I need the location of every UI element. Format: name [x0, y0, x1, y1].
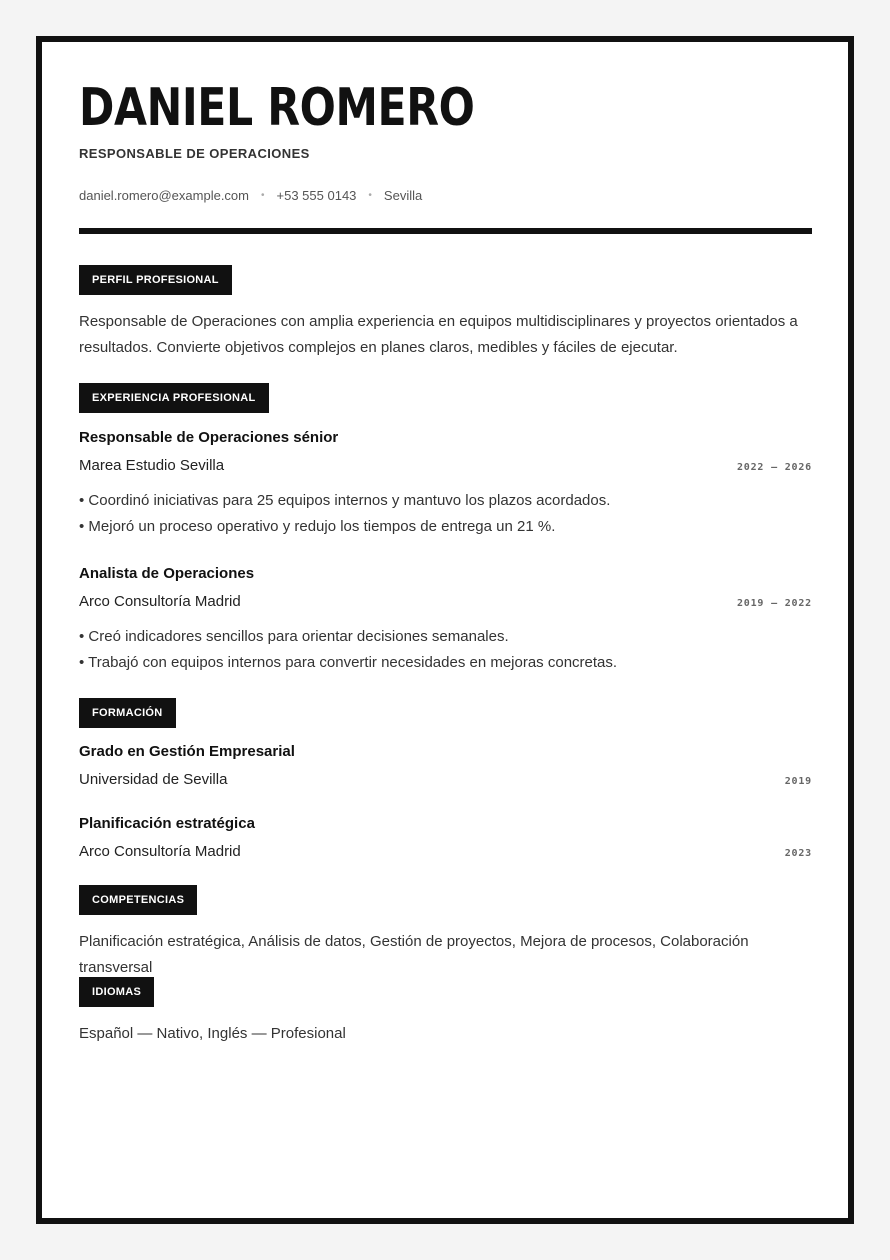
languages-text: Español — Nativo, Inglés — Profesional [79, 1025, 346, 1042]
education-institution: Arco Consultoría Madrid [79, 843, 241, 860]
job-dates: 2022 – 2026 [736, 462, 812, 473]
job-dates: 2019 – 2022 [736, 598, 812, 609]
list-item: • Trabajó con equipos internos para convertir necesidades en mejoras concretas. [79, 654, 618, 671]
candidate-role: RESPONSABLE DE OPERACIONES [79, 146, 310, 161]
list-item: • Mejoró un proceso operativo y redujo los tiempos de entrega un 21 %. [79, 518, 556, 535]
list-item: • Coordinó iniciativas para 25 equipos internos y mantuvo los plazos acordados. [79, 492, 611, 509]
section-label-languages: IDIOMAS [79, 977, 154, 1007]
contact-city: Sevilla [383, 188, 423, 203]
education-year: 2019 [784, 776, 812, 787]
education-title: Planificación estratégica [79, 815, 255, 832]
education-year: 2023 [784, 848, 812, 859]
job-title: Responsable de Operaciones sénior [79, 429, 339, 446]
job-organization: Marea Estudio Sevilla [79, 457, 225, 474]
list-item: • Creó indicadores sencillos para orientar decisiones semanales. [79, 628, 509, 645]
profile-text: Responsable de Operaciones con amplia experiencia en equipos multidisciplinares y proyectos orientados a resultados. Convierte objetivos complejos en planes claros, medibles y fáciles de ejecutar. [79, 313, 798, 356]
section-label-profile: PERFIL PROFESIONAL [79, 265, 232, 295]
candidate-name: DANIEL ROMERO [79, 78, 475, 138]
education-institution: Universidad de Sevilla [79, 771, 228, 788]
contact-phone[interactable]: +53 555 0143 [276, 188, 357, 203]
skills-text: Planificación estratégica, Análisis de datos, Gestión de proyectos, Mejora de procesos, Colaboración transversal [79, 933, 749, 976]
job-title: Analista de Operaciones [79, 565, 255, 582]
contact-separator: • [261, 190, 265, 201]
section-label-experience: EXPERIENCIA PROFESIONAL [79, 383, 269, 413]
job-achievements [79, 488, 610, 540]
job-organization: Arco Consultoría Madrid [79, 593, 241, 610]
section-label-skills: COMPETENCIAS [79, 885, 197, 915]
contact-line [79, 188, 422, 203]
education-title: Grado en Gestión Empresarial [79, 743, 295, 760]
resume-page [36, 36, 854, 1224]
contact-email[interactable]: daniel.romero@example.com [79, 188, 249, 203]
header-divider [79, 228, 812, 234]
section-label-education: FORMACIÓN [79, 698, 176, 728]
contact-separator: • [368, 190, 372, 201]
job-achievements [79, 624, 617, 676]
